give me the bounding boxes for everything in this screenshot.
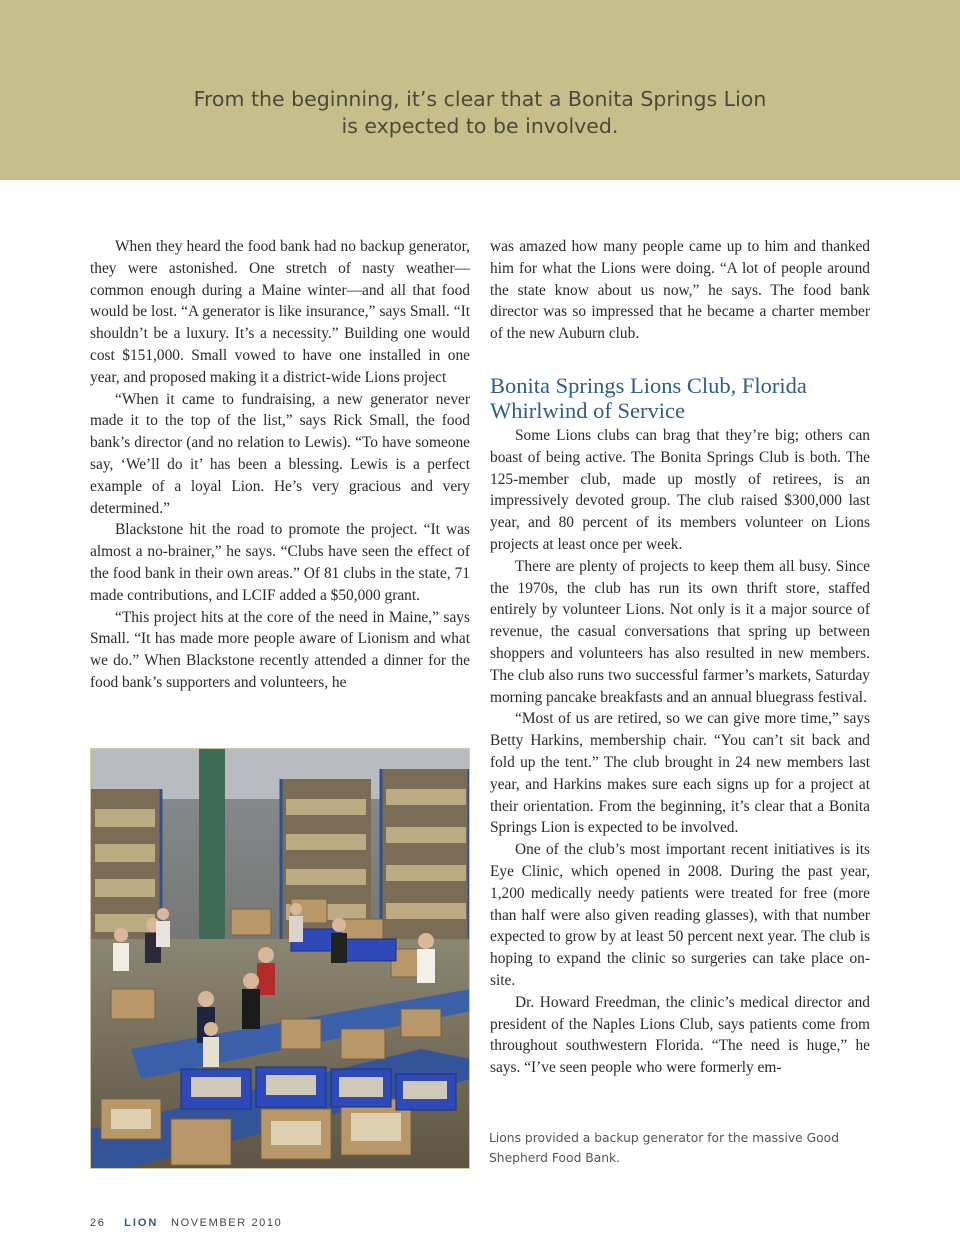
body-paragraph: Some Lions clubs can brag that they’re big; others can boast of being active. The Bonita Springs Club is both. The 125-member club, made up mostly of retirees, is an impressively devoted group. The club raised $300,000 last year, and 80 percent of its members volunteer on Lions projects at least once per week. <box>490 426 870 553</box>
section-heading-line-2: Whirlwind of Service <box>490 397 685 423</box>
pullquote <box>130 86 830 140</box>
body-paragraph: Dr. Howard Freedman, the clinic’s medical director and president of the Naples Lions Club, says patients come from throughout southwestern Florida. “The need is huge,” he says. “I’ve seen people who were formerly em- <box>490 993 870 1077</box>
body-paragraph: When they heard the food bank had no backup generator, they were astonished. One stretch of nasty weather—common enough during a Maine winter—and all that food would be lost. “A generator is like insurance,” says Small. “It shouldn’t be a luxury. It’s a necessity.” Building one would cost $151,000. Small vowed to have one installed in one year, and proposed making it a district-wide Lions project <box>90 238 470 386</box>
section-heading-line-1: Bonita Springs Lions Club, Florida <box>490 372 807 398</box>
body-paragraph: “When it came to fundraising, a new generator never made it to the top of the list,” says Rick Small, the food bank’s director (and no relation to Lewis). “To have someone say, ‘We’ll do it’ has been a blessing. Lewis is a perfect example of a loyal Lion. He’s very gracious and very determined.” <box>90 390 470 517</box>
photo-caption <box>489 1128 849 1168</box>
body-paragraph: One of the club’s most important recent initiatives is its Eye Clinic, which opened in 2008. During the past year, 1,200 medically needy patients were treated for free (more than half were also given reading glasses), with that number expected to grow by at least 50 percent next year. The club is hoping to expand the clinic so surgeries can take place on-site. <box>490 841 870 989</box>
pullquote-line-2: is expected to be involved. <box>341 114 619 138</box>
body-paragraph: “This project hits at the core of the need in Maine,” says Small. “It has made more people aware of Lionism and what we do.” When Blackstone recently attended a dinner for the food bank’s supporters and volunteers, he <box>90 608 470 691</box>
right-column <box>490 236 870 1079</box>
issue-date: NOVEMBER 2010 <box>171 1217 283 1229</box>
caption-line-1: Lions provided a backup generator for the massive Good <box>489 1131 840 1145</box>
body-paragraph: “Most of us are retired, so we can give more time,” says Betty Harkins, membership chair. “You can’t sit back and fold up the tent.” The club brought in 24 new members last year, and Harkins makes sure each signs up for a project at their orientation. From the beginning, it’s clear that a Bonita Springs Lion is expected to be involved. <box>490 710 870 837</box>
pullquote-band <box>0 0 960 180</box>
page-number: 26 <box>90 1217 106 1229</box>
magazine-name: LION <box>124 1217 159 1229</box>
section-heading <box>490 373 870 423</box>
body-paragraph: Blackstone hit the road to promote the project. “It was almost a no-brainer,” he says. “Clubs have seen the effect of the food bank in their own areas.” Of 81 clubs in the state, 71 made contributions, and LCIF added a $50,000 grant. <box>90 521 470 604</box>
left-column <box>90 236 470 694</box>
food-bank-photo <box>90 748 470 1169</box>
continued-paragraph: was amazed how many people came up to him and thanked him for what the Lions were doing. “A lot of people around the state know about us now,” he says. The food bank director was so impressed that he became a charter member of the new Auburn club. <box>490 238 870 343</box>
page-footer <box>90 1217 282 1229</box>
pullquote-line-1: From the beginning, it’s clear that a Bonita Springs Lion <box>193 87 767 111</box>
body-paragraph: There are plenty of projects to keep them all busy. Since the 1970s, the club has run its own thrift store, staffed entirely by volunteer Lions. Not only is it a major source of revenue, the casual conversations that spring up between shoppers and volunteers has also resulted in new members. The club also runs two successful farmer’s markets, Saturday morning pancake breakfasts and an annual bluegrass festival. <box>490 557 870 706</box>
warehouse-illustration <box>91 749 470 1169</box>
caption-line-2: Shepherd Food Bank. <box>489 1151 621 1165</box>
